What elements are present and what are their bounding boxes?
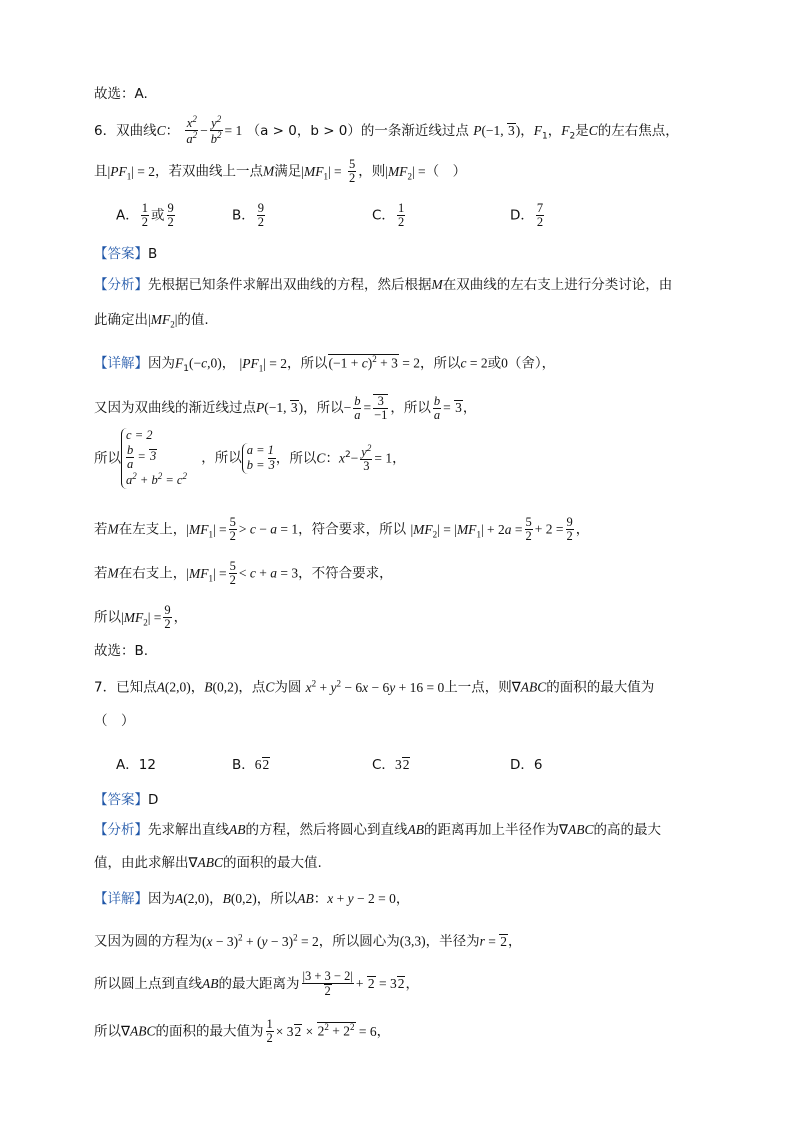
q7-number: 7． xyxy=(94,679,117,696)
analysis-tag: 【分析】 xyxy=(94,277,148,293)
q6-conclusion: 故选：B. xyxy=(94,643,149,659)
q7-detail-line4: 所以∇ABC的面积的最大值为 $\frac{1}{2}$ × $32 \times 2^2 + 2^2 = 6$， xyxy=(94,1017,391,1046)
analysis-tag: 【分析】 xyxy=(94,822,148,838)
detail-tag: 【详解】 xyxy=(94,355,148,372)
q7-analysis-line1: 【分析】先求解出直线AB的方程，然后将圆心到直线AB的距离再加上半径作为∇ABC的高的最大 xyxy=(94,822,662,838)
q6-number: 6． xyxy=(94,122,117,139)
q6-stem-line1: 6．双曲线C： $\frac{x^2}{a^2}$ − $\frac{y^2}{b^2}$ = 1 （a > 0，b > 0）的一条渐近线过点 P(−1, 3)，$F_1$，$F_2$是C的左右焦点， xyxy=(94,114,679,147)
answer-tag: 【答案】 xyxy=(94,246,148,262)
q6-option-d[interactable]: D． $\frac{7}{2}$ xyxy=(510,201,544,230)
prev-answer: 故选：A. xyxy=(94,86,148,102)
q6-detail-line2: 又因为双曲线的渐近线过点P(−1, 3)，所以− $\frac{b}{a}$ = $\frac{3}{-1}$ ，所以 $\frac{b}{a}$ = 3， xyxy=(94,393,477,423)
q7-answer: 【答案】D xyxy=(94,792,159,808)
q6-detail-line4: 若M在左支上，$|MF_1|$ = $\frac{5}{2}$ > c − a = 1，符合要求，所以 $|MF_2| = |MF_1| + 2a$ = $\frac{5}{2}$ + 2 = $\frac{9}{2}$ ， xyxy=(94,515,590,544)
q6-stem-line2: 且$|PF_1| = 2$，若双曲线上一点M满足$|MF_1|$ = $\frac{5}{2}$ ，则$|MF_2|$ =（ ） xyxy=(94,157,467,186)
q7-option-d[interactable]: D．6 xyxy=(510,757,543,773)
q7-option-c[interactable]: C．32 xyxy=(372,757,410,773)
equation-system-solution: a = 1 b = 3 xyxy=(242,443,276,474)
q7-detail-line3: 所以圆上点到直线AB的最大距离为 $\frac{|3 + 3 - 2|}{2}$ + 2 = 32， xyxy=(94,969,419,999)
q6-detail-line1: 【详解】因为$F_1(-c,0)$， $|PF_1| = 2$，所以$(-1 + c)^2 + 3 = 2$，所以c = 2或0（舍）， xyxy=(94,354,556,375)
q7-option-a[interactable]: A．12 xyxy=(116,757,156,773)
equation-system: c = 2 $\frac{b}{a}$ = 3 $a^2 + b^2 = c^2$ xyxy=(121,428,187,489)
q6-answer: 【答案】B xyxy=(94,246,158,262)
detail-tag: 【详解】 xyxy=(94,891,148,907)
q7-option-b[interactable]: B．62 xyxy=(232,757,270,773)
q7-analysis-line2: 值，由此求解出∇ABC的面积的最大值. xyxy=(94,855,322,871)
q7-detail-line2: 又因为圆的方程为$(x - 3)^2 + (y - 3)^2 = 2$，所以圆心为(3,3)，半径为r = 2， xyxy=(94,932,522,950)
q6-analysis-line2: 此确定出$|MF_2|$的值. xyxy=(94,312,209,330)
q6-detail-line5: 若M在右支上，$|MF_1|$ = $\frac{5}{2}$ < c + a = 3，不符合要求， xyxy=(94,559,393,588)
q7-detail-line1: 【详解】因为A(2,0)，B(0,2)，所以AB：x + y − 2 = 0， xyxy=(94,891,410,907)
q6-detail-line3: 所以c = 2 $\frac{b}{a}$ = 3 $a^2 + b^2 = c^2$ ，所以a = 1 b = 3，所以C：$x^2-$ $\frac{y^2}{3}$ = 1， xyxy=(94,428,406,488)
q6-option-a[interactable]: A． $\frac{1}{2}$ 或 $\frac{9}{2}$ xyxy=(116,201,174,230)
q6-option-c[interactable]: C． $\frac{1}{2}$ xyxy=(372,201,405,230)
q6-option-b[interactable]: B． $\frac{9}{2}$ xyxy=(232,201,265,230)
q6-analysis-line1: 【分析】先根据已知条件求解出双曲线的方程，然后根据M在双曲线的左右支上进行分类讨论，由 xyxy=(94,277,673,293)
q7-stem-line1: 7．已知点A(2,0)，B(0,2)，点C为圆 $x^2 + y^2 - 6x - 6y + 16 = 0$上一点，则∇ABC的面积的最大值为 xyxy=(94,678,655,696)
q7-stem-line2: （ ） xyxy=(94,713,135,729)
answer-tag: 【答案】 xyxy=(94,792,148,808)
q6-detail-line6: 所以$|MF_2|$ = $\frac{9}{2}$ ， xyxy=(94,603,188,632)
